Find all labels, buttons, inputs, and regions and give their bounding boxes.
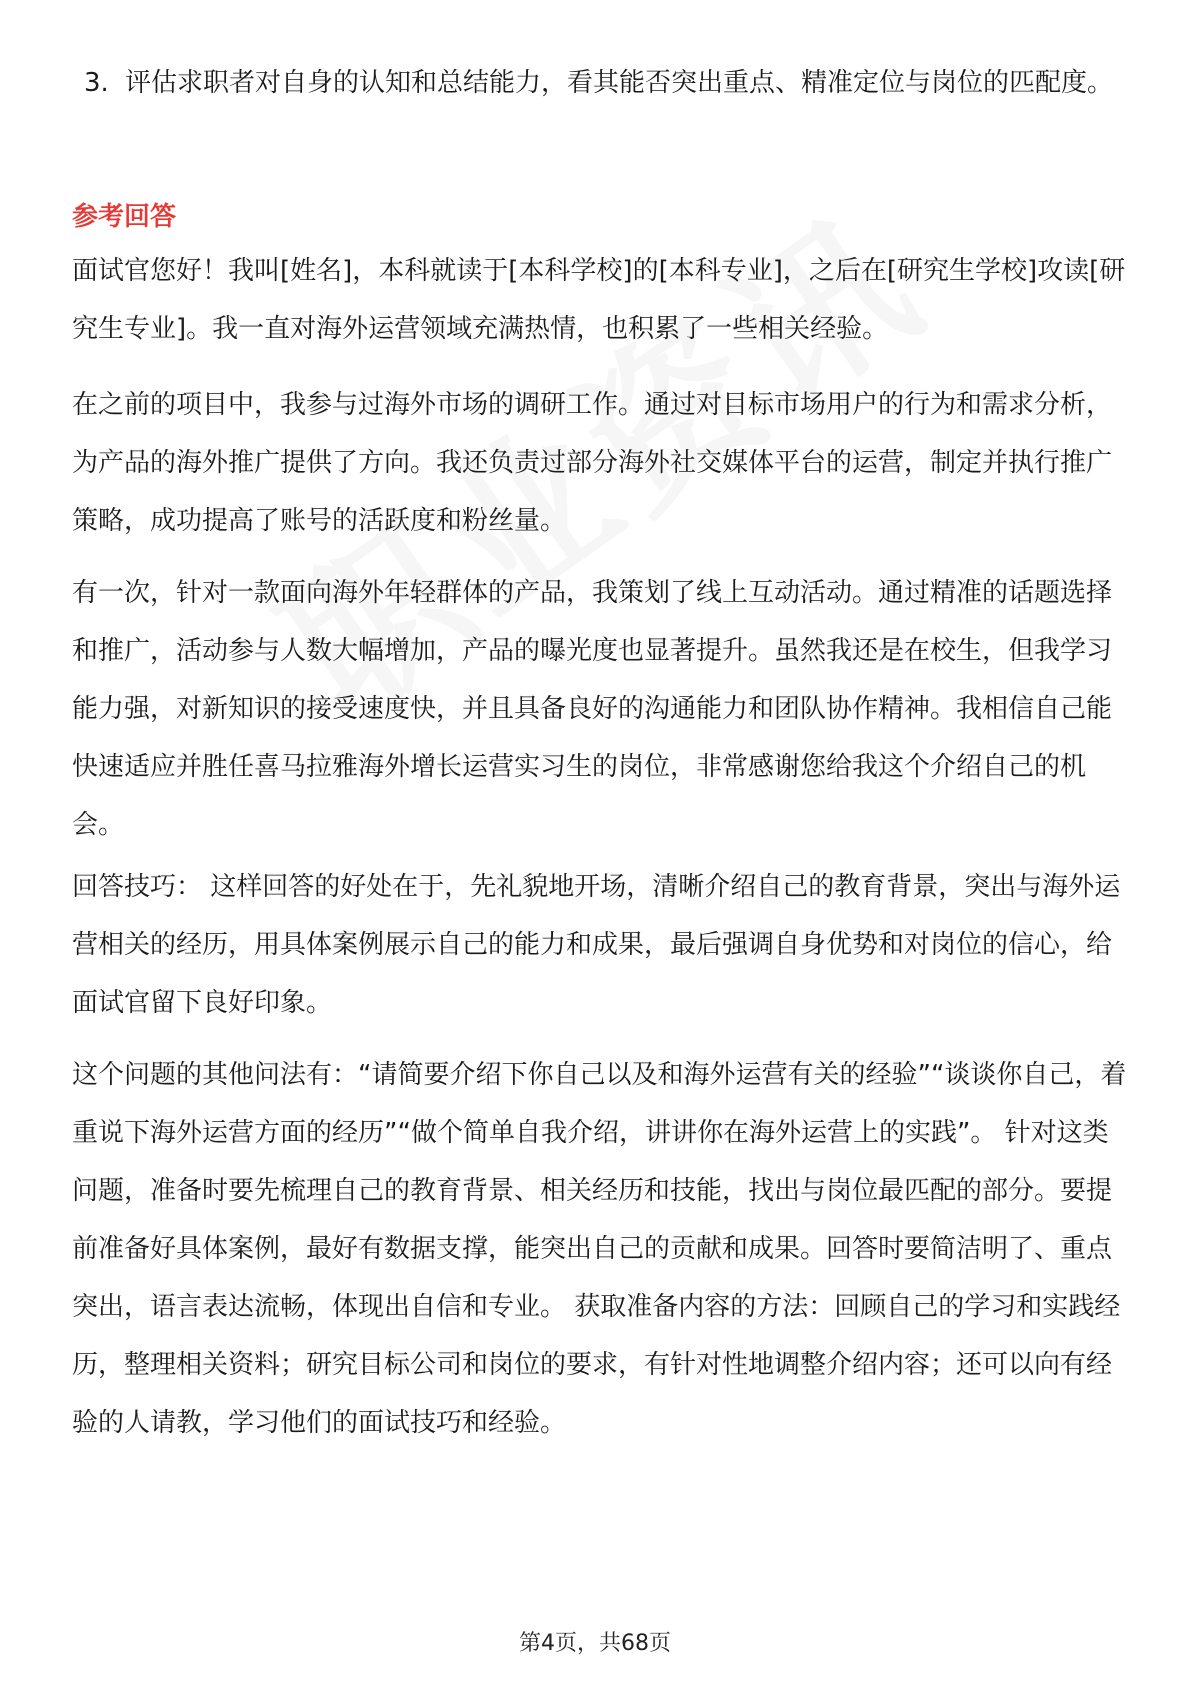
paragraph-campaign-example: 有一次，针对一款面向海外年轻群体的产品，我策划了线上互动活动。通过精准的话题选择和推广，活动参与人数大幅增加，产品的曝光度也显著提升。虽然我还是在校生，但我学习能力强，对新知识的接受速度快，并且具备良好的沟通能力和团队协作精神。我相信自己能快速适应并胜任喜马拉雅海外增长运营实习生的岗位，非常感谢您给我这个介绍自己的机会。 xyxy=(72,578,1113,840)
paragraph-project-experience: 在之前的项目中，我参与过海外市场的调研工作。通过对目标市场用户的行为和需求分析，为产品的海外推广提供了方向。我还负责过部分海外社交媒体平台的运营，制定并执行推广策略，成功提高了账号的活跃度和粉丝量。 xyxy=(72,390,1113,536)
paragraph-intro: 面试官您好！我叫[姓名]，本科就读于[本科学校]的[本科专业]，之后在[研究生学校]攻读[研究生专业]。我一直对海外运营领域充满热情，也积累了一些相关经验。 xyxy=(72,256,1126,344)
section-heading-reference-answer: 参考回答 xyxy=(72,202,177,232)
paragraph-alternative-questions: 这个问题的其他问法有：“请简要介绍下你自己以及和海外运营有关的经验”“谈谈你自己，着重说下海外运营方面的经历”“做个简单自我介绍，讲讲你在海外运营上的实践”。 针对这类问题，准备时要先梳理自己的教育背景、相关经历和技能，找出与岗位最匹配的部分。要提前准备好具体案例，最好有数据支撑，能突出自己的贡献和成果。回答时要简洁明了、重点突出，语言表达流畅，体现出自信和专业。 获取准备内容的方法：回顾自己的学习和实践经历，整理相关资料；研究目标公司和岗位的要求，有针对性地调整介绍内容；还可以向有经验的人请教，学习他们的面试技巧和经验。 xyxy=(72,1060,1127,1438)
page-number-footer: 第4页，共68页 xyxy=(519,1631,671,1656)
list-item-number: 3. xyxy=(84,68,109,98)
list-item-3 xyxy=(84,54,1124,112)
list-item-text: 评估求职者对自身的认知和总结能力，看其能否突出重点、精准定位与岗位的匹配度。 xyxy=(125,68,1114,98)
paragraph-answer-tips: 回答技巧： 这样回答的好处在于，先礼貌地开场，清晰介绍自己的教育背景，突出与海外运营相关的经历，用具体案例展示自己的能力和成果，最后强调自身优势和对岗位的信心，给面试官留下良好印象。 xyxy=(72,872,1121,1018)
